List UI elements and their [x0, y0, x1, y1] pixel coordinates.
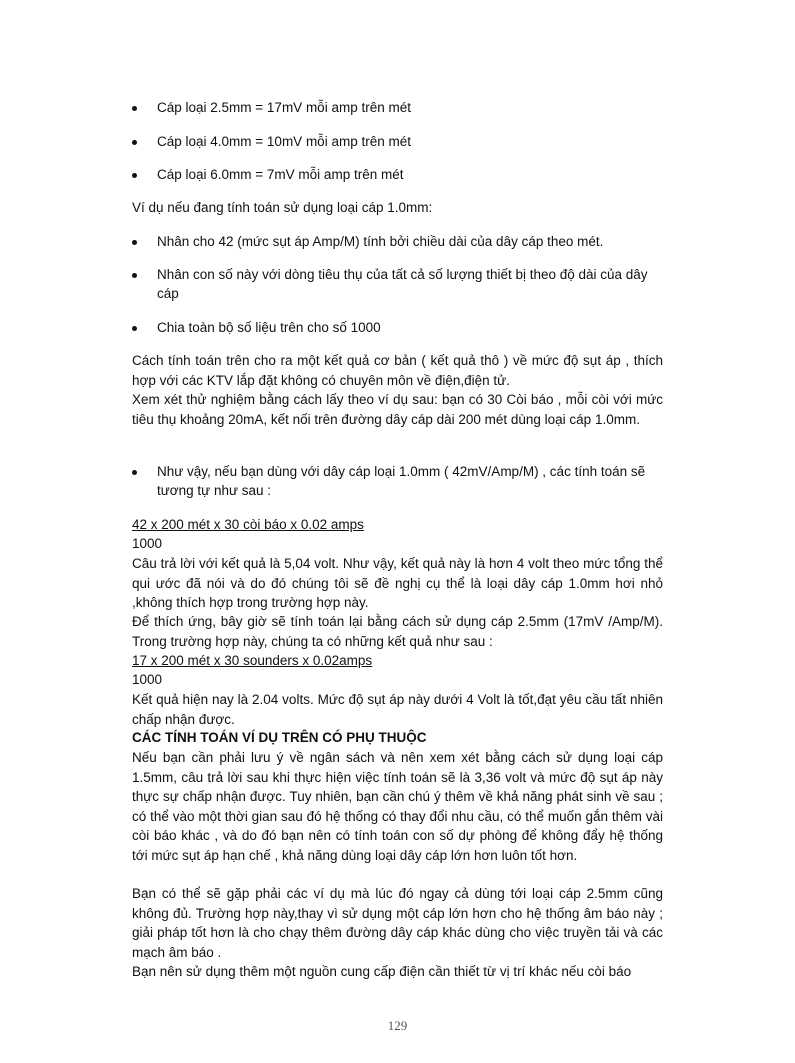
example-intro: Ví dụ nếu đang tính toán sử dụng loại cáp 1.0mm: [132, 200, 433, 215]
bullet-dot [132, 140, 137, 145]
bullet-text: Cáp loại 2.5mm = 17mV mỗi amp trên mét [157, 100, 411, 115]
paragraph-result-2: Kết quả hiện nay là 2.04 volts. Mức độ sụt áp này dưới 4 Volt là tốt,đạt yêu cầu tất nhiên chấp nhận được. [132, 692, 663, 727]
bullet-text: Nhân cho 42 (mức sụt áp Amp/M) tính bởi chiều dài của dây cáp theo mét. [157, 234, 604, 249]
bullet-dot [132, 173, 137, 178]
paragraph-extra-power-supply: Bạn nên sử dụng thêm một nguồn cung cấp điện cần thiết từ vị trí khác nếu còi báo [132, 964, 632, 979]
bullet-dot [132, 470, 137, 475]
formula-2-numerator: 17 x 200 mét x 30 sounders x 0.02amps [132, 653, 373, 668]
section-heading: CÁC TÍNH TOÁN VÍ DỤ TRÊN CÓ PHỤ THUỘC [132, 730, 427, 745]
formula-1-denominator: 1000 [132, 536, 163, 551]
formula-2-denominator: 1000 [132, 672, 163, 687]
bullet-dot [132, 106, 137, 111]
paragraph-answer-1: Câu trả lời với kết quả là 5,04 volt. Như vậy, kết quả này là hơn 4 volt theo mức tổng thể qui ước đã nói và do đó chúng tôi sẽ đề nghị cụ thể là loại dây cáp 1.0mm hơi nhỏ ,không thích hợp trong trường hợp này. [132, 556, 663, 610]
bullet-dot [132, 273, 137, 278]
paragraph-compare-2-5mm: Để thích ứng, bây giờ sẽ tính toán lại bằng cách sử dụng cáp 2.5mm (17mV /Amp/M). Trong trường hợp này, chúng ta có những kết quả như sau : [132, 614, 663, 649]
bullet-dot [132, 326, 137, 331]
paragraph-basic-result: Cách tính toán trên cho ra một kết quả cơ bản ( kết quả thô ) về mức độ sụt áp , thích hợp với các KTV lắp đặt không có chuyên môn về điện,điện tử. [132, 353, 663, 388]
bullet-text: Cáp loại 6.0mm = 7mV mỗi amp trên mét [157, 167, 404, 182]
formula-1-numerator: 42 x 200 mét x 30 còi báo x 0.02 amps [132, 517, 364, 532]
bullet-text: Chia toàn bộ số liệu trên cho số 1000 [157, 320, 381, 335]
paragraph-budget: Nếu bạn cần phải lưu ý về ngân sách và nên xem xét bằng cách sử dụng loại cáp 1.5mm, câu trả lời sau khi thực hiện việc tính toán sẽ là 3,36 volt và mức độ sụt áp này thực sự chấp nhận được. Tuy nhiên, bạn cần chú ý thêm về khả năng phát sinh về sau ; có thể vào một thời gian sau đó hệ thống có thay đổi nhu cầu, có thể muốn gắn thêm vài còi báo khác , và do đó bạn nên có tính toán con số dự phòng để không đẩy hệ thống tới mức sụt áp hạn chế , khả năng dùng loại dây cáp lớn hơn luôn tốt hơn. [132, 750, 663, 863]
bullet-dot [132, 240, 137, 245]
bullet-text: Như vậy, nếu bạn dùng với dây cáp loại 1.0mm ( 42mV/Amp/M) , các tính toán sẽ tương tự như sau : [157, 464, 646, 498]
paragraph-test-example: Xem xét thử nghiệm bằng cách lấy theo ví dụ sau: bạn có 30 Còi báo , mỗi còi với mức tiêu thụ khoảng 20mA, kết nối trên đường dây cáp dài 200 mét dùng loại cáp 1.0mm. [132, 392, 663, 427]
paragraph-larger-cable-cases: Bạn có thể sẽ gặp phải các ví dụ mà lúc đó ngay cả dùng tới loại cáp 2.5mm cũng không đủ. Trường hợp này,thay vì sử dụng một cáp lớn hơn cho hệ thống âm báo này ; giải pháp tốt hơn là cho chạy thêm đường dây cáp khác dùng cho việc truyền tải và các mạch âm báo . [132, 886, 663, 960]
page-number: 129 [387, 1018, 408, 1033]
bullet-text: Cáp loại 4.0mm = 10mV mỗi amp trên mét [157, 134, 411, 149]
bullet-text: Nhân con số này với dòng tiêu thụ của tất cả số lượng thiết bị theo độ dài của dây cáp [157, 267, 648, 301]
